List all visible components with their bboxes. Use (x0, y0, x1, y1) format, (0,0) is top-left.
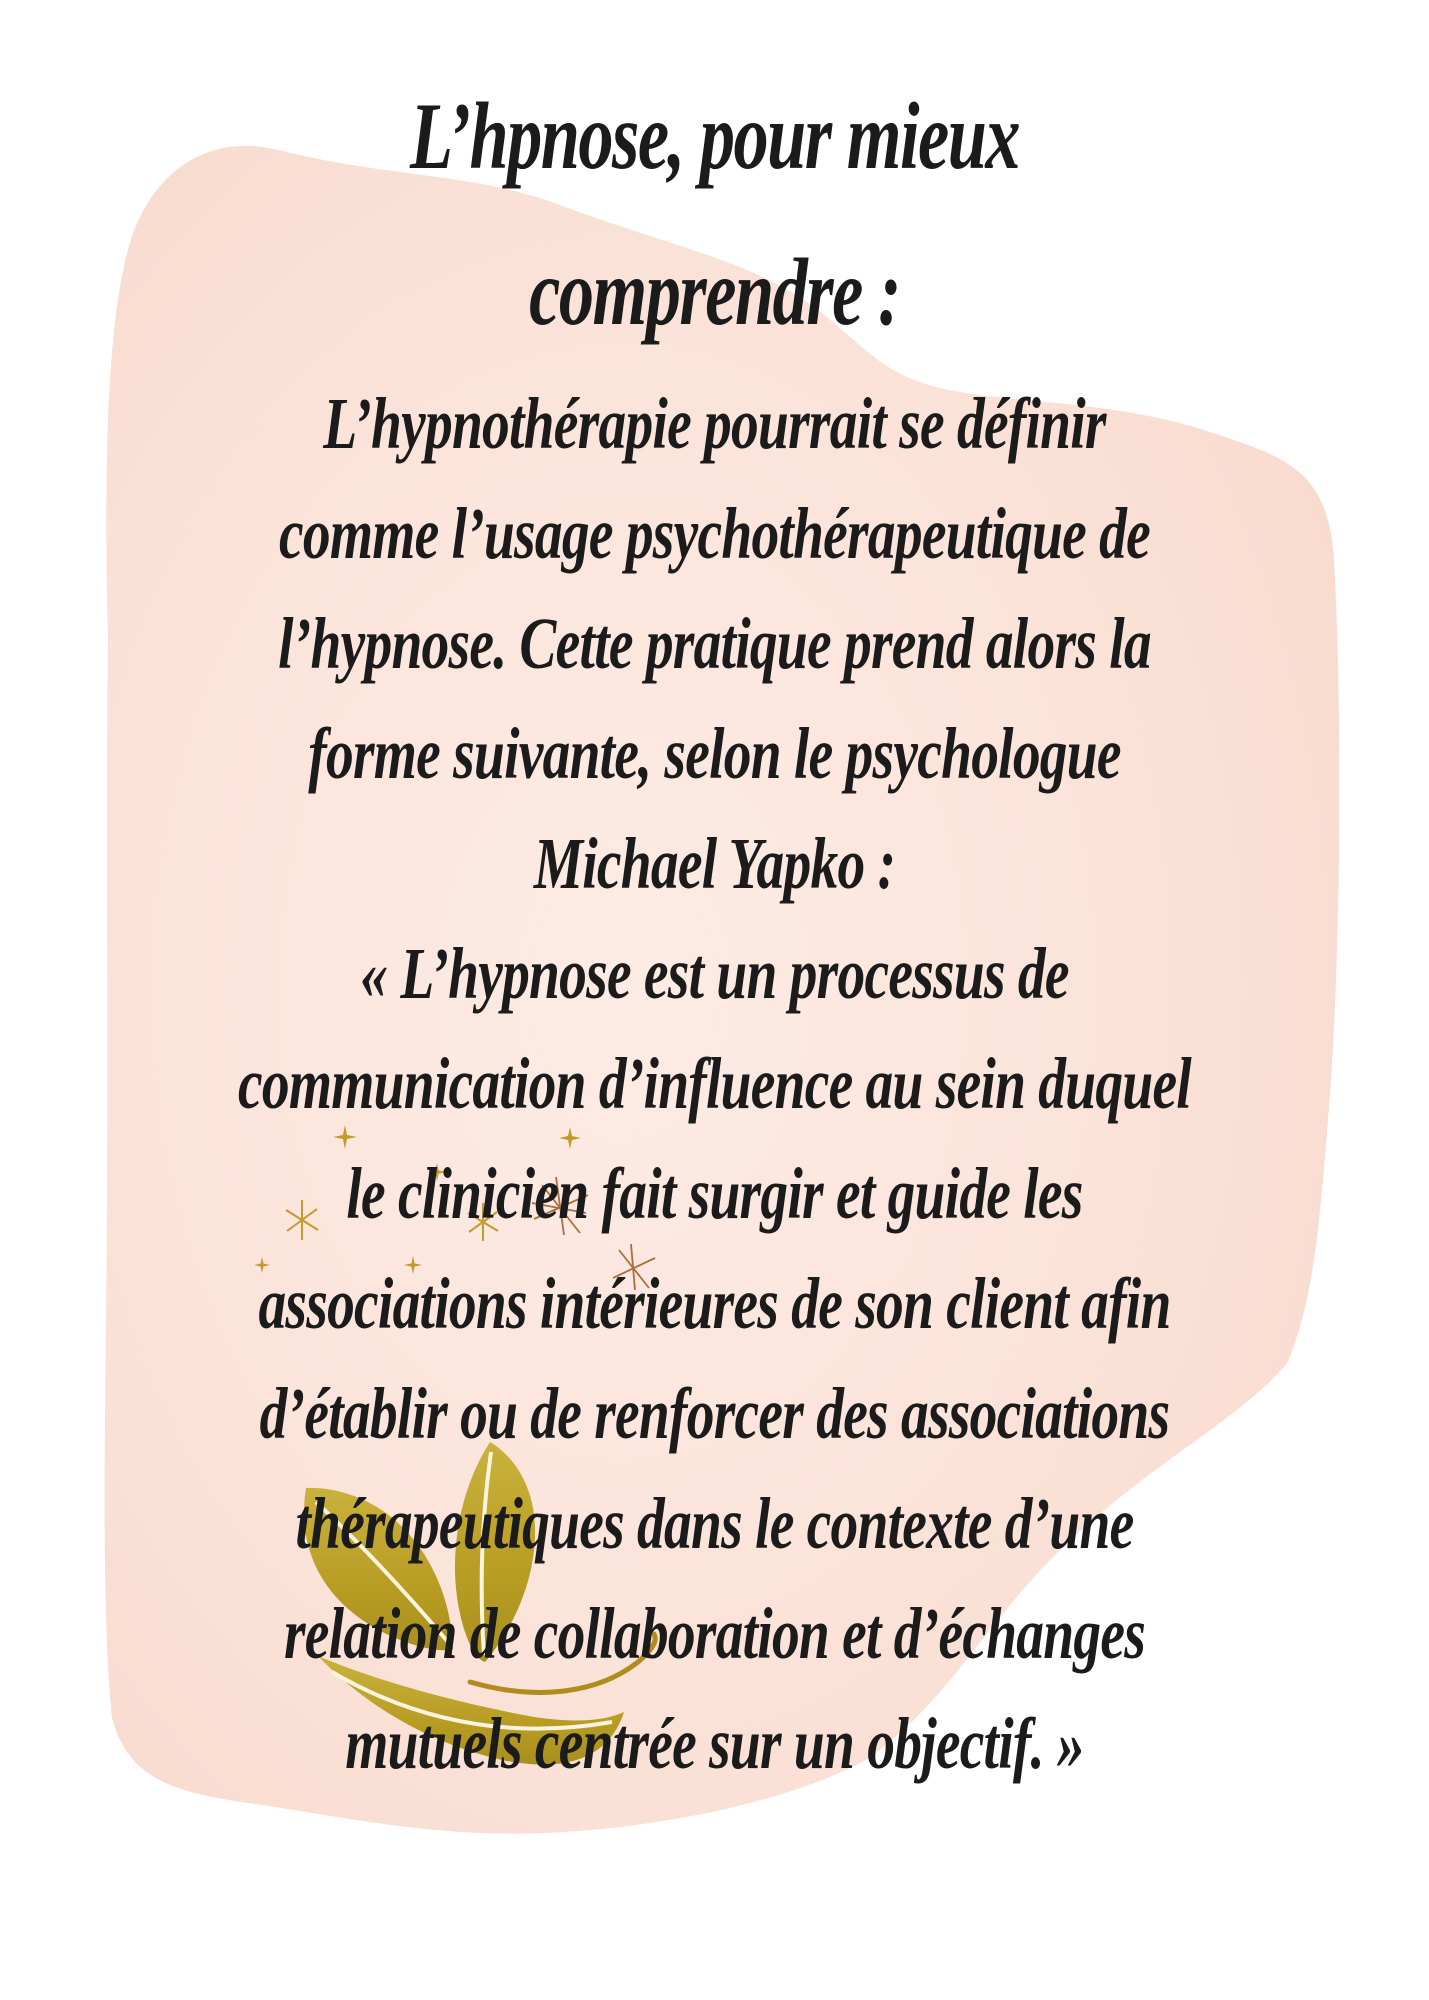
body-line: d’établir ou de renforcer des associations (259, 1373, 1170, 1454)
body-line: le clinicien fait surgir et guide les (346, 1153, 1083, 1234)
title-line-2: comprendre : (529, 239, 900, 345)
body-line: associations intérieures de son client afin (258, 1263, 1171, 1344)
poster-title (186, 58, 1243, 370)
body-line: comme l’usage psychothérapeutique de (278, 493, 1151, 574)
title-line-1: L’hpnose, pour mieux (409, 83, 1020, 189)
body-line: Michael Yapko : (533, 823, 896, 904)
poster-body-text (171, 369, 1257, 1799)
body-line: communication d’influence au sein duquel (238, 1043, 1191, 1124)
body-line: forme suivante, selon le psychologue (308, 713, 1121, 794)
body-line: relation de collaboration et d’échanges (283, 1593, 1146, 1674)
body-line: L’hypnothérapie pourrait se définir (323, 383, 1106, 464)
body-line: thérapeutiques dans le contexte d’une (295, 1483, 1134, 1564)
body-line: mutuels centrée sur un objectif. » (345, 1703, 1084, 1784)
body-line: l’hypnose. Cette pratique prend alors la (278, 603, 1151, 684)
body-line: « L’hypnose est un processus de (360, 933, 1069, 1014)
